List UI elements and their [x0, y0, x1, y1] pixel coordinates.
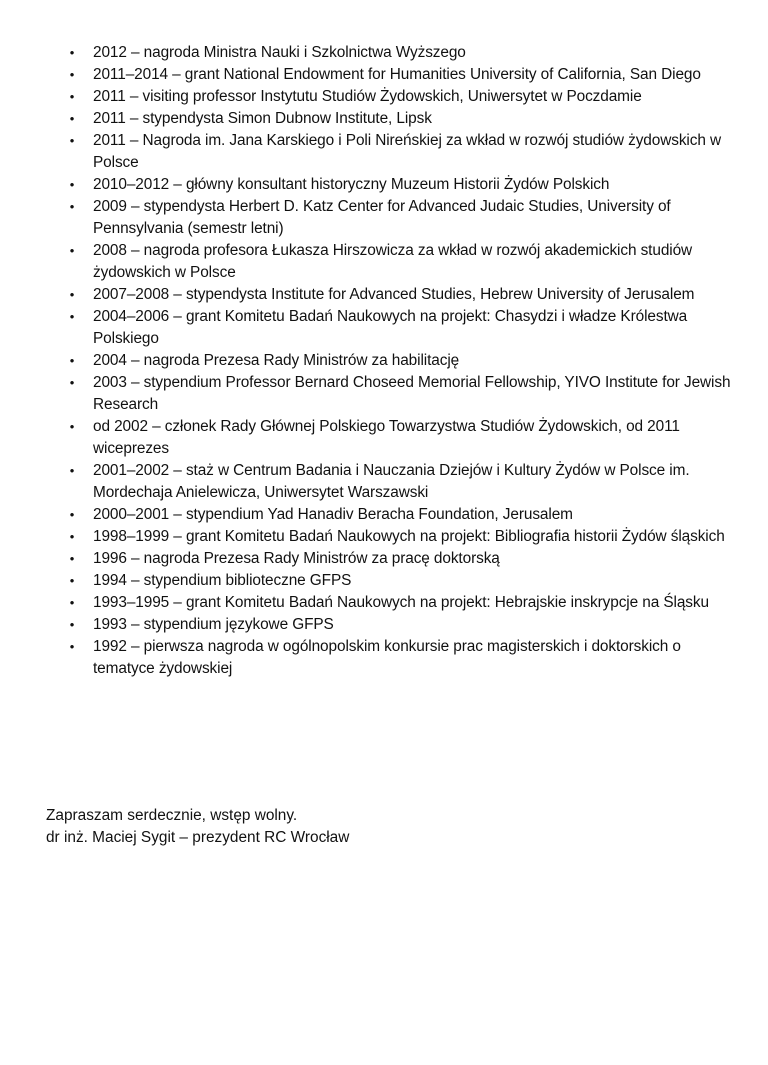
bullet-icon: •: [69, 419, 75, 434]
closing-section: [46, 805, 746, 849]
bullet-icon: •: [69, 529, 75, 544]
award-text: 2012 – nagroda Ministra Nauki i Szkolnictwa Wyższego: [93, 44, 466, 61]
bullet-icon: •: [69, 463, 75, 478]
award-list-item: [0, 526, 768, 548]
award-text: 2011 – visiting professor Instytutu Studiów Żydowskich, Uniwersytet w Poczdamie: [93, 88, 642, 105]
bullet-icon: •: [69, 67, 75, 82]
bullet-icon: •: [69, 309, 75, 324]
award-text: 2001–2002 – staż w Centrum Badania i Nauczania Dziejów i Kultury Żydów w Polsce im. Mordechaja Anielewicza, Uniwersytet Warszawski: [93, 462, 690, 501]
invitation-text: Zapraszam serdecznie, wstęp wolny.: [46, 807, 298, 824]
bullet-icon: •: [69, 287, 75, 302]
bullet-icon: •: [69, 199, 75, 214]
award-list-item: [0, 504, 768, 526]
award-text: 1996 – nagroda Prezesa Rady Ministrów za pracę doktorską: [93, 550, 500, 567]
award-list-item: [0, 614, 768, 636]
award-text: 2008 – nagroda profesora Łukasza Hirszowicza za wkład w rozwój akademickich studiów żydowskich w Polsce: [93, 242, 693, 281]
award-text: 1994 – stypendium biblioteczne GFPS: [93, 572, 352, 589]
award-text: 1992 – pierwsza nagroda w ogólnopolskim konkursie prac magisterskich i doktorskich o tematyce żydowskiej: [93, 638, 681, 677]
award-text: 2007–2008 – stypendysta Institute for Advanced Studies, Hebrew University of Jerusalem: [93, 286, 695, 303]
bullet-icon: •: [69, 111, 75, 126]
award-text: 2011 – Nagroda im. Jana Karskiego i Poli Nireńskiej za wkład w rozwój studiów żydowskich w Polsce: [93, 132, 721, 171]
award-list-item: [0, 240, 768, 284]
award-text: od 2002 – członek Rady Głównej Polskiego Towarzystwa Studiów Żydowskich, od 2011 wiceprezes: [93, 418, 680, 457]
award-list-item: [0, 174, 768, 196]
award-list-item: [0, 350, 768, 372]
bullet-icon: •: [69, 89, 75, 104]
award-text: 1998–1999 – grant Komitetu Badań Naukowych na projekt: Bibliografia historii Żydów śląskich: [93, 528, 725, 545]
award-list-item: [0, 636, 768, 680]
award-list-item: [0, 570, 768, 592]
award-text: 1993–1995 – grant Komitetu Badań Naukowych na projekt: Hebrajskie inskrypcje na Śląsku: [93, 594, 709, 611]
bullet-icon: •: [69, 243, 75, 258]
award-list-item: [0, 284, 768, 306]
award-text: 2009 – stypendysta Herbert D. Katz Center for Advanced Judaic Studies, University of Pennsylvania (semestr letni): [93, 198, 671, 237]
award-text: 2010–2012 – główny konsultant historyczny Muzeum Historii Żydów Polskich: [93, 176, 610, 193]
bullet-icon: •: [69, 177, 75, 192]
award-list-item: [0, 196, 768, 240]
bullet-icon: •: [69, 595, 75, 610]
award-list-item: [0, 306, 768, 350]
award-list-item: [0, 42, 768, 64]
award-list-item: [0, 108, 768, 130]
award-text: 2000–2001 – stypendium Yad Hanadiv Beracha Foundation, Jerusalem: [93, 506, 573, 523]
bullet-icon: •: [69, 133, 75, 148]
bullet-icon: •: [69, 375, 75, 390]
award-text: 2011 – stypendysta Simon Dubnow Institute, Lipsk: [93, 110, 432, 127]
award-list-item: [0, 372, 768, 416]
award-text: 2003 – stypendium Professor Bernard Choseed Memorial Fellowship, YIVO Institute for Jewish Research: [93, 374, 731, 413]
award-list-item: [0, 548, 768, 570]
bullet-icon: •: [69, 617, 75, 632]
award-text: 1993 – stypendium językowe GFPS: [93, 616, 334, 633]
bullet-icon: •: [69, 353, 75, 368]
bullet-icon: •: [69, 45, 75, 60]
award-text: 2011–2014 – grant National Endowment for Humanities University of California, San Diego: [93, 66, 701, 83]
bullet-icon: •: [69, 573, 75, 588]
bullet-icon: •: [69, 507, 75, 522]
signature-text: dr inż. Maciej Sygit – prezydent RC Wrocław: [46, 829, 350, 846]
award-list-item: [0, 64, 768, 86]
bullet-icon: •: [69, 551, 75, 566]
award-list-item: [0, 86, 768, 108]
award-list-item: [0, 416, 768, 460]
bullet-icon: •: [69, 639, 75, 654]
award-text: 2004 – nagroda Prezesa Rady Ministrów za habilitację: [93, 352, 460, 369]
award-list-item: [0, 130, 768, 174]
awards-list: [0, 42, 768, 680]
award-list-item: [0, 592, 768, 614]
award-list-item: [0, 460, 768, 504]
award-text: 2004–2006 – grant Komitetu Badań Naukowych na projekt: Chasydzi i władze Królestwa Polskiego: [93, 308, 688, 347]
